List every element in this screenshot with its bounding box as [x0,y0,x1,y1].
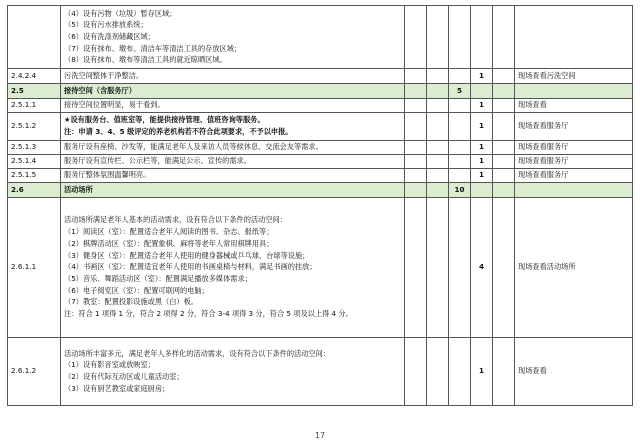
table-row [8,6,633,69]
check-method: 现场查看 [515,98,633,112]
evaluation-table [7,5,633,406]
item-code: 2.6.1.2 [8,337,61,405]
item-score: 4 [471,197,493,337]
section-code: 2.6 [8,182,61,197]
item-text: 服务厅整体氛围温馨明亮。 [61,168,405,182]
item-code: 2.5.1.3 [8,140,61,154]
item-code: 2.5.1.5 [8,168,61,182]
item-score: 1 [471,98,493,112]
item-text: 服务厅设有宣传栏、公示栏等，能满足公示、宣传的需求。 [61,154,405,168]
item-text: 服务厅设有座椅、沙发等，能满足老年人及来访人员等候休息、交流会友等需求。 [61,140,405,154]
section-score: 10 [449,182,471,197]
item-score: 1 [471,140,493,154]
item-score: 1 [471,68,493,83]
check-method: 现场查看服务厅 [515,140,633,154]
item-score: 1 [471,112,493,140]
check-method: 现场查看活动场所 [515,197,633,337]
section-row [8,182,633,197]
row-content: （4）设有污物（垃圾）暂存区域； （5）设有污水排放系统； （6）设有洗涤剂储藏区域； （7）设有抹布、墩布、清洁车等清洁工具的存放区域； （8）设有抹布、墩布等清洁工具的就近晾晒区域。 [61,6,405,69]
item-code: 2.5.1.4 [8,154,61,168]
check-method: 现场查看 [515,337,633,405]
item-code: 2.6.1.1 [8,197,61,337]
item-text: ★设有服务台、值班室等，能提供接待管理、值班咨询等服务。 注：申请 3、4、5 级评定的养老机构若不符合此项要求，不予以申报。 [61,112,405,140]
item-text: 接待空间位置明显，易于看到。 [61,98,405,112]
item-code: 2.5.1.2 [8,112,61,140]
item-text: 污洗空间整体干净整洁。 [61,68,405,83]
table-row [8,112,633,140]
item-score: 1 [471,168,493,182]
item-code: 2.4.2.4 [8,68,61,83]
check-method: 现场查看服务厅 [515,112,633,140]
item-code: 2.5.1.1 [8,98,61,112]
table-row [8,154,633,168]
item-text: 活动场所丰富多元，满足老年人多样化的活动需求，设有符合以下条件的活动空间： （1）设有影音室或放映室； （2）设有代际互动区或儿童活动室； （3）设有厨艺教室或家庭厨房； [61,337,405,405]
table-row [8,337,633,405]
section-row [8,83,633,98]
item-score: 1 [471,154,493,168]
table-row [8,68,633,83]
section-code: 2.5 [8,83,61,98]
check-method: 现场查看污洗空间 [515,68,633,83]
item-score: 1 [471,337,493,405]
section-title: 接待空间（含服务厅） [61,83,405,98]
table-row [8,140,633,154]
item-text: 活动场所满足老年人基本的活动需求，设有符合以下条件的活动空间： （1）阅读区（室）：配置适合老年人阅读的图书、杂志、报纸等； （2）棋牌活动区（室）：配置象棋、麻将等老年人常用棋牌用具； （3）健身区（室）：配置适合老年人使用的健身器械或乒乓球、台球等设施； （4）书画区（室）：配置适宜老年人使用的书画桌椅与材料，满足书画的挂放； （5）音乐、舞蹈活动区（室）：配置满足播放多媒体需求； （6）电子阅览区（室）：配置可联网的电脑； （7）教室：配置投影设施或黑（白）板。 注：符合 1 项得 1 分，符合 2 项得 2 分，符合 3-4 项得 3 分，符合 5 项及以上得 4 分。 [61,197,405,337]
check-method: 现场查看服务厅 [515,168,633,182]
table-row [8,197,633,337]
table-row [8,168,633,182]
section-score: 5 [449,83,471,98]
page-number: 17 [314,431,326,440]
check-method: 现场查看服务厅 [515,154,633,168]
table-row [8,98,633,112]
section-title: 活动场所 [61,182,405,197]
